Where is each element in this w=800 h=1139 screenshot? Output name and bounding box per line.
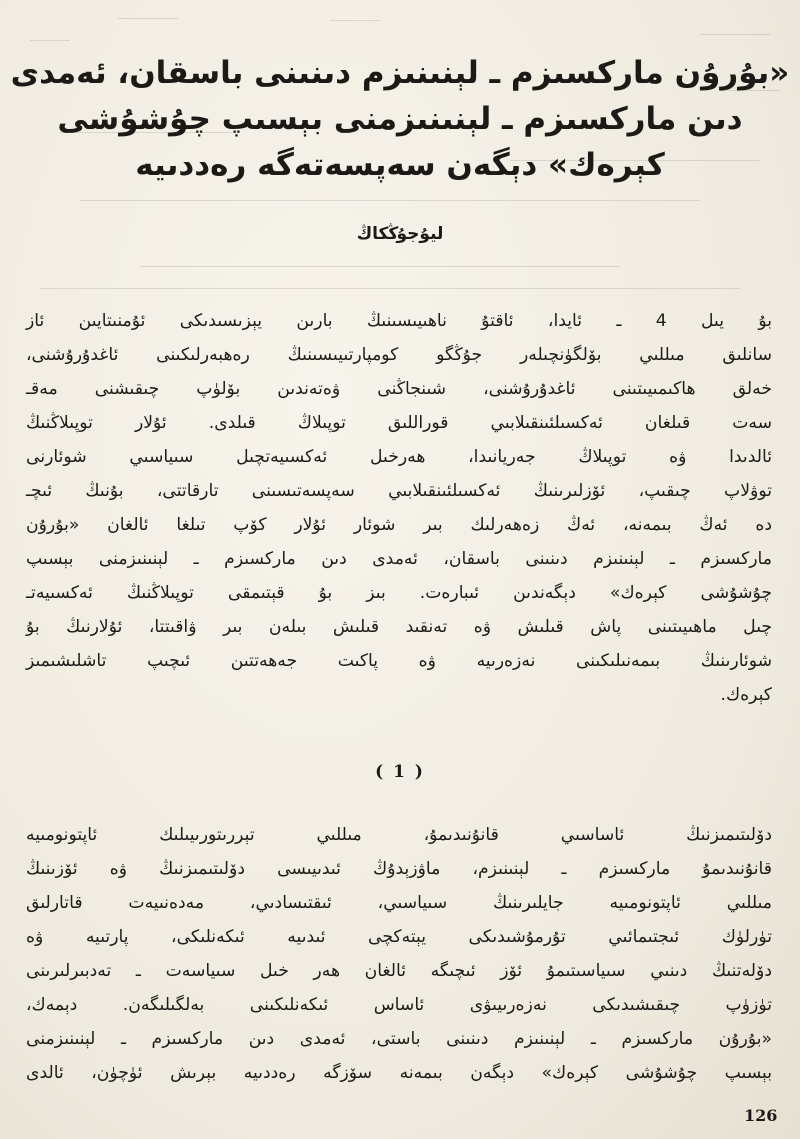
- text-line: بېسىپ چۇشۇشى كېرەك» دېگەن بىمەنە سۆزگە رەددىيە بېرىش ئۈچۈن، ئالدى: [26, 1063, 772, 1083]
- paragraph-section-1: [26, 818, 772, 1090]
- text-line: تۈزۈپ چىقىشىدىكى نەزەرىيىۋى ئاساس ئىكەنلىكىنى بەلگىلىگەن. دېمەك،: [26, 995, 772, 1015]
- text-line: بۇ يىل 4 ـ ئايدا، ئاقتۇ ناھىيىسىنىڭ بارىن يېزىسىدىكى ئۇمنىتايىن ئاز: [26, 311, 772, 331]
- text-line: تۈرلۈك ئىجتىمائىي تۇرمۇشىدىكى يېتەكچى ئىدىيە ئىكەنلىكى، پارتىيە ۋە: [26, 927, 772, 947]
- text-line: «بۇرۇن ماركسىزم ـ لېنىنىزم دىنىنى باستى، ئەمدى دىن ماركسىزم ـ لېنىنىزمنى: [26, 1029, 772, 1049]
- text-line: دۆلەتنىڭ دىنىي سىياسىتىمۇ ئۆز ئىچىگە ئالغان ھەر خىل سىياسەت ـ تەدبىرلىرىنى: [26, 961, 772, 981]
- text-line: ئالدىدا ۋە توپىلاڭ جەريانىدا، ھەرخىل ئەكسىيەتچىل سىياسىي شوئارنى: [26, 447, 772, 467]
- page-number: 126: [744, 1106, 778, 1125]
- section-number: ( 1 ): [375, 762, 425, 782]
- text-line: توۋلاپ چىقىپ، ئۆزلىرىنىڭ ئەكسىلئىنقىلابىي سەپسەتىسىنى تارقاتتى، بۇنىڭ ئىچـ: [26, 481, 772, 501]
- text-line: قانۇنىدىمۇ ماركسىزم ـ لېنىنىزم، ماۋزېدۇڭ ئىدىيىسى دۆلىتىمىزنىڭ ۋە ئۆزىنىڭ: [26, 859, 772, 879]
- text-line: مىللىي ئاپتونومىيە جايلىرىنىڭ سىياسىي، ئىقتىسادىي، مەدەنىيەت قاتارلىق: [26, 893, 772, 913]
- text-line: خەلق ھاكىمىيىتىنى ئاغدۇرۇشنى، شىنجاڭنى ۋەتەندىن بۆلۈپ چىقىشنى مەقـ: [26, 379, 772, 399]
- text-line: كېرەك.: [720, 685, 772, 705]
- text-line: چىل ماھىيىتىنى پاش قىلىش ۋە تەنقىد قىلىش بىلەن بىر ۋاقىتتا، ئۇلارنىڭ بۇ: [26, 617, 772, 637]
- paragraph-intro: [26, 304, 772, 712]
- text-line: سانلىق مىللىي بۆلگۈنچىلەر جۇڭگو كومپارتىيىسىنىڭ رەھبەرلىكىنى ئاغدۇرۇشنى،: [26, 345, 772, 365]
- text-line: چۇشۇشى كېرەك» دېگەندىن ئىبارەت. بىز بۇ قېتىمقى توپىلاڭنىڭ ئەكسىيەتـ: [26, 583, 772, 603]
- title-line-3: كېرەك» دېگەن سەپسەتەگە رەددىيە: [135, 147, 665, 183]
- text-line: سەت قىلغان ئەكسىلئىنقىلابىي قوراللىق توپىلاڭ قىلدى. ئۇلار توپىلاڭنىڭ: [26, 413, 772, 433]
- article-title: [0, 55, 800, 196]
- text-line: دۆلىتىمىزنىڭ ئاساسىي قانۇنىدىمۇ، مىللىي تېررىتورىيىلىك ئاپتونومىيە: [26, 825, 772, 845]
- text-line: دە ئەڭ بىمەنە، ئەڭ زەھەرلىك بىر شوئار ئۇلار كۆپ تىلغا ئالغان «بۇرۇن: [26, 515, 772, 535]
- title-line-2: دىن ماركسىزم ـ لېنىنىزمنى بېسىپ چۇشۇشى: [57, 101, 743, 137]
- author-name: ليۇجۇڭكاڭ: [356, 224, 444, 244]
- text-line: ماركسىزم ـ لېنىنىزم دىنىنى باسقان، ئەمدى دىن ماركسىزم ـ لېنىنىزمنى بېسىپ: [26, 549, 772, 569]
- text-line: شوئارىنىڭ بىمەنىلىكىنى نەزەرىيە ۋە پاكىت جەھەتتىن ئىچىپ تاشلىشىمىز: [26, 651, 772, 671]
- title-line-1: «بۇرۇن ماركسىزم ـ لېنىنىزم دىنىنى باسقان، ئەمدى: [10, 55, 790, 91]
